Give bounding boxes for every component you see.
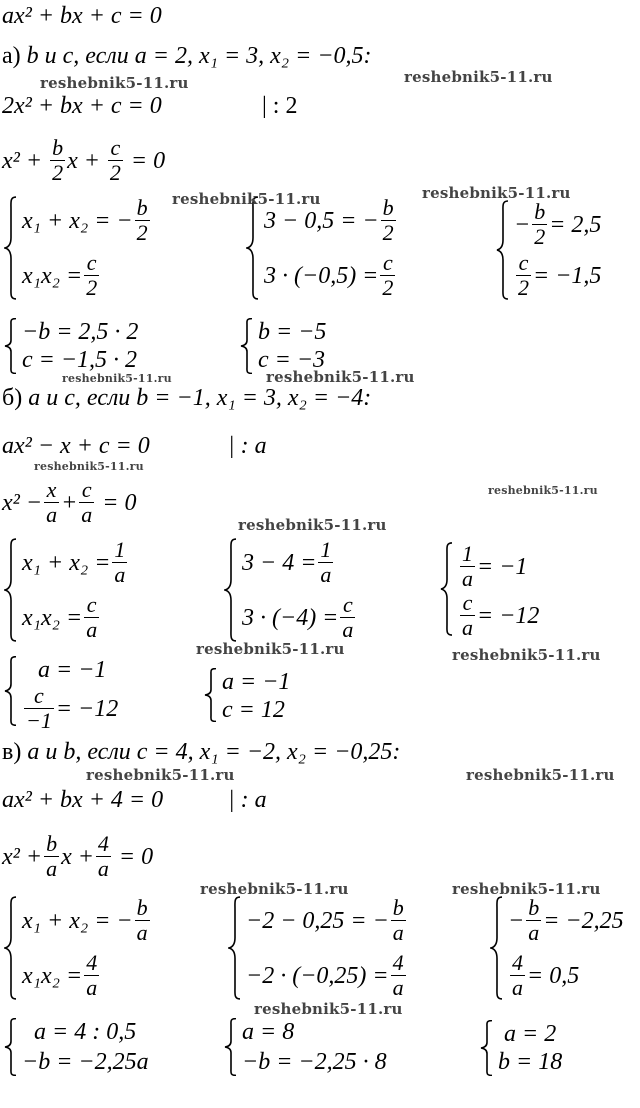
part-b-header	[2, 384, 371, 412]
part-a-divide-op: | : 2	[262, 93, 298, 119]
brace-icon	[496, 200, 510, 300]
op-minus: −	[25, 489, 43, 516]
fraction-1-over-a	[318, 538, 333, 587]
part-a-condition: b и c, если a = 2, x₁ = 3, x₂ = −0,5:	[26, 43, 372, 69]
system-row	[242, 538, 357, 587]
system-row: c = 12	[222, 697, 285, 723]
frac-den: a	[528, 920, 540, 945]
brace-icon	[4, 538, 18, 642]
fraction-b-over-a	[526, 896, 541, 945]
part-a-reduced-equation	[2, 136, 165, 185]
frac-num: c	[462, 590, 473, 615]
frac-num: x	[46, 477, 57, 502]
frac-num: b	[46, 831, 58, 856]
system-row	[22, 538, 129, 587]
frac-den: a	[462, 566, 473, 591]
part-b-equation: ax² − x + c = 0	[2, 433, 150, 459]
row-text: x₁x₂ =	[22, 604, 83, 631]
part-a-equation: 2x² + bx + c = 0	[2, 93, 162, 119]
frac-den: a	[86, 617, 98, 642]
system-row: a = −1	[38, 657, 107, 683]
op-minus: −	[514, 211, 531, 238]
brace-icon	[204, 668, 218, 722]
brace-icon	[440, 542, 454, 636]
frac-num: c	[34, 683, 44, 708]
part-c-reduced-equation	[2, 832, 153, 881]
watermark: reshebnik5-11.ru	[172, 190, 321, 208]
part-b-system-values	[440, 541, 540, 640]
system-row	[458, 591, 539, 640]
watermark: reshebnik5-11.ru	[452, 646, 601, 664]
system-row	[22, 896, 152, 945]
equals-zero: = 0	[118, 843, 154, 870]
system-row	[22, 251, 152, 300]
part-a-system-solve	[4, 318, 138, 374]
row-text: = −2,25	[543, 907, 624, 934]
system-row	[508, 896, 624, 945]
system-row	[508, 951, 624, 1000]
frac-num: 4	[97, 831, 109, 856]
system-row	[458, 542, 539, 591]
row-text: x₁x₂ =	[22, 262, 83, 289]
part-c-system-answer	[480, 1020, 562, 1076]
brace-icon	[4, 1018, 18, 1076]
row-text: 3 · (−4) =	[242, 604, 339, 631]
frac-den: a	[81, 502, 93, 527]
frac-num: 4	[392, 950, 404, 975]
part-a-system-vieta	[4, 196, 152, 300]
frac-num: 1	[320, 537, 332, 562]
term-x2: x²	[2, 147, 20, 174]
frac-den: −1	[26, 708, 52, 733]
frac-num: c	[81, 477, 92, 502]
equals-zero: = 0	[102, 489, 137, 516]
part-c-system-intermediate	[224, 1018, 387, 1076]
watermark: reshebnik5-11.ru	[422, 184, 571, 202]
fraction-c-over-minus-1	[24, 684, 54, 733]
part-a-system-substituted	[246, 196, 398, 300]
system-row	[22, 593, 129, 642]
part-c-condition: a и b, если c = 4, x₁ = −2, x₂ = −0,25:	[27, 739, 401, 765]
part-a-system-answer	[240, 318, 326, 374]
frac-den: 2	[382, 220, 394, 245]
part-b-system-vieta	[4, 538, 129, 642]
brace-icon	[4, 196, 18, 300]
system-row: a = 2	[504, 1021, 557, 1047]
brace-icon	[246, 196, 260, 300]
brace-icon	[228, 896, 242, 1000]
frac-num: b	[534, 199, 546, 224]
system-row: c = −1,5 · 2	[22, 347, 138, 373]
part-c-system-substituted	[228, 896, 408, 1000]
system-row	[246, 951, 408, 1000]
frac-den: a	[320, 562, 332, 587]
system-row	[514, 200, 601, 249]
system-row: −b = −2,25 · 8	[242, 1049, 387, 1075]
term-x: x	[67, 147, 78, 174]
row-text: −2 · (−0,25) =	[246, 962, 389, 989]
brace-icon	[480, 1020, 494, 1076]
fraction-c-over-a	[79, 478, 94, 527]
brace-icon	[4, 896, 18, 1000]
frac-num: c	[382, 250, 393, 275]
frac-num: b	[528, 895, 540, 920]
part-c-header	[2, 738, 400, 766]
frac-num: b	[392, 895, 404, 920]
part-c-system-solve	[4, 1018, 149, 1076]
system-row	[22, 196, 152, 245]
frac-den: a	[512, 975, 523, 1000]
fraction-4-over-a	[84, 951, 99, 1000]
frac-num: 1	[114, 537, 126, 562]
fraction-4-over-a	[391, 951, 406, 1000]
frac-den: a	[392, 920, 404, 945]
op-plus: +	[83, 147, 100, 174]
frac-num: c	[86, 250, 97, 275]
frac-num: b	[136, 195, 148, 220]
fraction-c-over-2	[516, 251, 531, 300]
brace-icon	[4, 656, 18, 726]
row-text: = −1	[477, 553, 528, 580]
watermark: reshebnik5-11.ru	[62, 372, 172, 385]
fraction-4-over-a	[96, 832, 111, 881]
op-plus: +	[25, 843, 43, 870]
system-row	[264, 251, 398, 300]
op-minus: −	[508, 907, 525, 934]
watermark: reshebnik5-11.ru	[254, 1000, 403, 1018]
frac-den: 2	[109, 160, 121, 185]
fraction-4-over-a	[510, 951, 525, 1000]
op-plus: +	[61, 489, 78, 516]
part-c-label: в)	[2, 739, 22, 765]
watermark: reshebnik5-11.ru	[266, 368, 415, 386]
system-row: −b = −2,25a	[22, 1049, 149, 1075]
frac-den: a	[86, 975, 98, 1000]
row-text: = 2,5	[549, 211, 602, 238]
frac-num: c	[518, 250, 529, 275]
brace-icon	[224, 538, 238, 642]
watermark: reshebnik5-11.ru	[34, 460, 144, 473]
frac-den: 2	[86, 275, 98, 300]
frac-num: c	[110, 135, 121, 160]
equals-zero: = 0	[130, 147, 166, 174]
frac-num: c	[342, 592, 353, 617]
fraction-c-over-2	[380, 251, 395, 300]
frac-den: a	[462, 615, 473, 640]
part-b-condition: a и c, если b = −1, x₁ = 3, x₂ = −4:	[28, 385, 372, 411]
frac-num: 4	[86, 950, 98, 975]
brace-icon	[490, 896, 504, 1000]
watermark: reshebnik5-11.ru	[40, 74, 189, 92]
frac-den: 2	[382, 275, 394, 300]
brace-icon	[240, 318, 254, 374]
part-c-system-values	[490, 896, 624, 1000]
frac-num: b	[52, 135, 64, 160]
row-text: = −12	[55, 695, 119, 722]
part-a-header	[2, 42, 372, 70]
term-x: x	[61, 843, 72, 870]
frac-den: 2	[534, 224, 546, 249]
system-row: b = −5	[258, 319, 327, 345]
term-x2: x²	[2, 489, 20, 516]
row-text: 3 · (−0,5) =	[264, 262, 379, 289]
frac-den: 2	[136, 220, 148, 245]
system-row	[242, 593, 357, 642]
fraction-b-over-2	[135, 196, 150, 245]
part-a-label: а)	[2, 43, 21, 69]
brace-icon	[224, 1018, 238, 1076]
part-b-system-solve	[4, 656, 119, 733]
watermark: reshebnik5-11.ru	[200, 880, 349, 898]
system-row: c = −3	[258, 347, 326, 373]
part-c-system-vieta	[4, 896, 152, 1000]
system-row	[514, 251, 601, 300]
watermark: reshebnik5-11.ru	[404, 68, 553, 86]
fraction-b-over-a	[391, 896, 406, 945]
term-x2: x²	[2, 843, 20, 870]
system-row: −b = 2,5 · 2	[22, 319, 139, 345]
fraction-b-over-a	[135, 896, 150, 945]
row-text: −2 − 0,25 = −	[246, 907, 389, 934]
fraction-1-over-a	[112, 538, 127, 587]
row-text: x₁x₂ =	[22, 962, 83, 989]
part-b-label: б)	[2, 385, 23, 411]
title-equation: ax² + bx + c = 0	[2, 3, 162, 29]
frac-den: a	[46, 856, 58, 881]
op-plus: +	[77, 843, 94, 870]
fraction-b-over-2	[532, 200, 547, 249]
watermark: reshebnik5-11.ru	[238, 516, 387, 534]
frac-den: a	[97, 856, 109, 881]
system-row: a = 4 : 0,5	[34, 1019, 137, 1045]
system-row: b = 18	[498, 1049, 563, 1075]
row-text: 3 − 0,5 = −	[264, 207, 379, 234]
fraction-x-over-a	[44, 478, 59, 527]
row-text: 3 − 4 =	[242, 549, 317, 576]
frac-den: a	[46, 502, 58, 527]
part-b-system-answer	[204, 668, 290, 722]
fraction-c-over-a	[340, 593, 355, 642]
fraction-c-over-a	[460, 591, 475, 640]
part-c-divide-op: | : a	[228, 787, 267, 813]
watermark: reshebnik5-11.ru	[86, 766, 235, 784]
frac-den: 2	[52, 160, 64, 185]
fraction-c-over-2	[108, 136, 123, 185]
system-row	[246, 896, 408, 945]
frac-den: a	[136, 920, 148, 945]
brace-icon	[4, 318, 18, 374]
watermark: reshebnik5-11.ru	[196, 640, 345, 658]
system-row: a = 8	[242, 1019, 295, 1045]
fraction-b-over-2	[381, 196, 396, 245]
part-a-system-values	[496, 200, 601, 300]
part-c-equation: ax² + bx + 4 = 0	[2, 787, 164, 813]
frac-num: b	[382, 195, 394, 220]
fraction-1-over-a	[460, 542, 475, 591]
fraction-c-over-a	[84, 593, 99, 642]
part-b-divide-op: | : a	[228, 433, 267, 459]
system-row	[22, 684, 118, 733]
part-b-reduced-equation	[2, 478, 136, 527]
frac-den: a	[392, 975, 404, 1000]
frac-num: 4	[512, 950, 523, 975]
frac-num: b	[136, 895, 148, 920]
row-text: x₁ + x₂ = −	[22, 207, 133, 234]
fraction-b-over-2	[50, 136, 65, 185]
watermark: reshebnik5-11.ru	[466, 766, 615, 784]
system-row	[22, 951, 152, 1000]
frac-num: 1	[462, 541, 473, 566]
fraction-b-over-a	[44, 832, 59, 881]
row-text: = −1,5	[533, 262, 602, 289]
system-row: a = −1	[222, 669, 291, 695]
part-b-system-substituted	[224, 538, 357, 642]
watermark: reshebnik5-11.ru	[452, 880, 601, 898]
row-text: x₁ + x₂ = −	[22, 907, 133, 934]
watermark: reshebnik5-11.ru	[488, 484, 598, 497]
row-text: = −12	[477, 602, 540, 629]
op-plus: +	[25, 147, 43, 174]
row-text: = 0,5	[527, 962, 580, 989]
frac-den: 2	[518, 275, 529, 300]
frac-den: a	[342, 617, 354, 642]
frac-num: c	[86, 592, 97, 617]
frac-den: a	[114, 562, 126, 587]
fraction-c-over-2	[84, 251, 99, 300]
row-text: x₁ + x₂ =	[22, 549, 111, 576]
